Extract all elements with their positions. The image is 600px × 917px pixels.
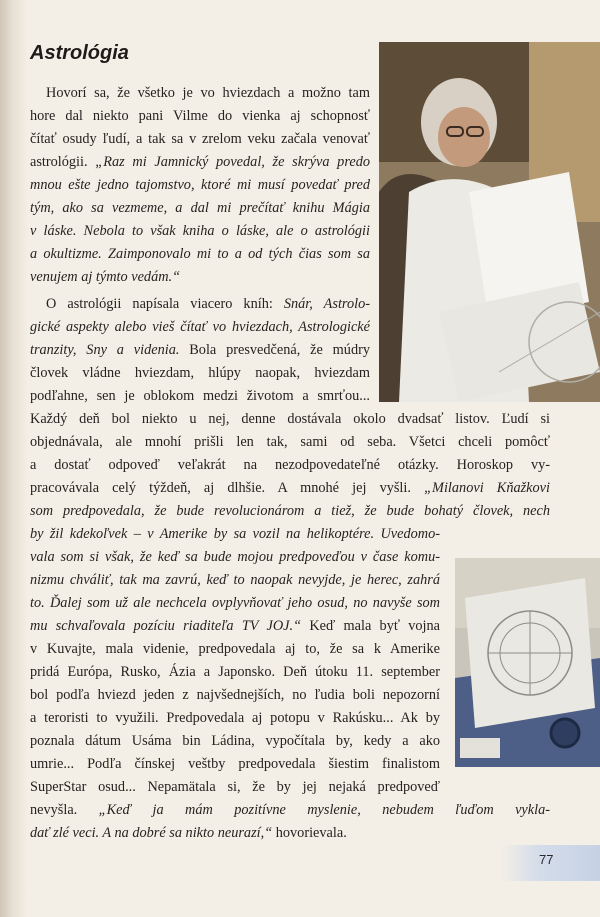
article-lines <box>30 82 555 845</box>
article-line: tranzity, Sny a videnia. Bola presvedčená, že múdry <box>30 342 370 358</box>
article-line: objednávala, ale mnohí prišli len tak, sami od seba. Všetci chceli pomôcť <box>30 434 550 450</box>
article-line: Hovorí sa, že všetko je vo hviezdach a možno tam <box>46 85 370 101</box>
article-line: tým, ako sa vezmeme, a dal mi prečítať knihu Mágia <box>30 200 370 216</box>
article-line: umrie... Podľa čínskej veštby predpovedala šiestim finalistom <box>30 756 440 772</box>
article-line: nizmu chváliť, tak ma zavrú, keď to naopak nevyjde, je herec, zahrá <box>30 572 440 588</box>
article-line: v láske. Nebola to však kniha o láske, ale o astrológii <box>30 223 370 239</box>
article-line: som predpovedala, že bude revolucionárom a tiež, že bude bohatý človek, nech <box>30 503 550 519</box>
article-line: venujem aj týmto vedám.“ <box>30 269 181 285</box>
article-line: poznala dátum Usáma bin Ládina, vypočítala by, kedy a ako <box>30 733 440 749</box>
article-line: by žil kdekoľvek – v Amerike by sa vozil na helikoptére. Uvedomo- <box>30 526 440 542</box>
article-line: čítať osudy ľudí, a tak sa v zrelom veku začala venovať <box>30 131 370 147</box>
article-line: mu schvaľovala pozíciu riaditeľa TV JOJ.“ Keď mala byť vojna <box>30 618 440 634</box>
article-line: SuperStar osud... Nepamätala si, že by jej nejaká predpoveď <box>30 779 440 795</box>
article-line: v Kuvajte, mala videnie, predpovedala aj to, že sa k Amerike <box>30 641 440 657</box>
article-line: Každý deň bol niekto u nej, denne dostávala okolo dvadsať listov. Ľudí si <box>30 411 550 427</box>
article-line: gické aspekty alebo vieš čítať vo hviezdach, Astrologické <box>30 319 370 335</box>
article-line: človek vládne hviezdam, hlúpy naopak, hviezdam <box>30 365 370 381</box>
article-line: a okultizme. Zaimponovalo mi to a od tých čias som sa <box>30 246 370 262</box>
article-line: podľahne, sen je oblokom medzi životom a smrťou... <box>30 388 370 404</box>
article-line: vala som si však, že keď sa bude mojou predpoveďou v čase komu- <box>30 549 440 565</box>
article-line: a teroristi to využili. Predpovedala aj potopu v Rakúsku... Ak by <box>30 710 440 726</box>
article-line: nevyšla. „Keď ja mám pozitívne myslenie, nebudem ľuďom vykla- <box>30 802 550 818</box>
article-line: pridá Európa, Rusko, Ázia a Japonsko. Deň útoku 11. september <box>30 664 440 680</box>
article-body <box>30 82 555 845</box>
article-line: a dostať odpoveď veľakrát na nezodpovedateľné otázky. Horoskop vy- <box>30 457 550 473</box>
article-line: pracovávala celý týždeň, aj dlhšie. A mnohé jej vyšli. „Milanovi Kňažkovi <box>30 480 550 496</box>
article-line: bol podľa hviezd jeden z najvšednejších, no ľudia boli nepozorní <box>30 687 440 703</box>
page-number: 77 <box>539 852 554 867</box>
article-line: hore dal niekto pani Vilme do vienka aj schopnosť <box>30 108 370 124</box>
article-line: dať zlé veci. A na dobré sa nikto neurazí,“ hovorievala. <box>30 825 347 841</box>
article-line: astrológii. „Raz mi Jamnický povedal, že skrýva predo <box>30 154 370 170</box>
article-line: O astrológii napísala viacero kníh: Snár, Astrolo- <box>46 296 370 312</box>
article-line: mnou ešte jedno tajomstvo, ktoré mi musí povedať pred <box>30 177 370 193</box>
article-line: to. Ďalej som už ale nechcela ovplyvňovať jeho osud, no navyše som <box>30 595 440 611</box>
section-heading: Astrológia <box>30 42 129 64</box>
book-spine-shadow <box>0 0 28 917</box>
